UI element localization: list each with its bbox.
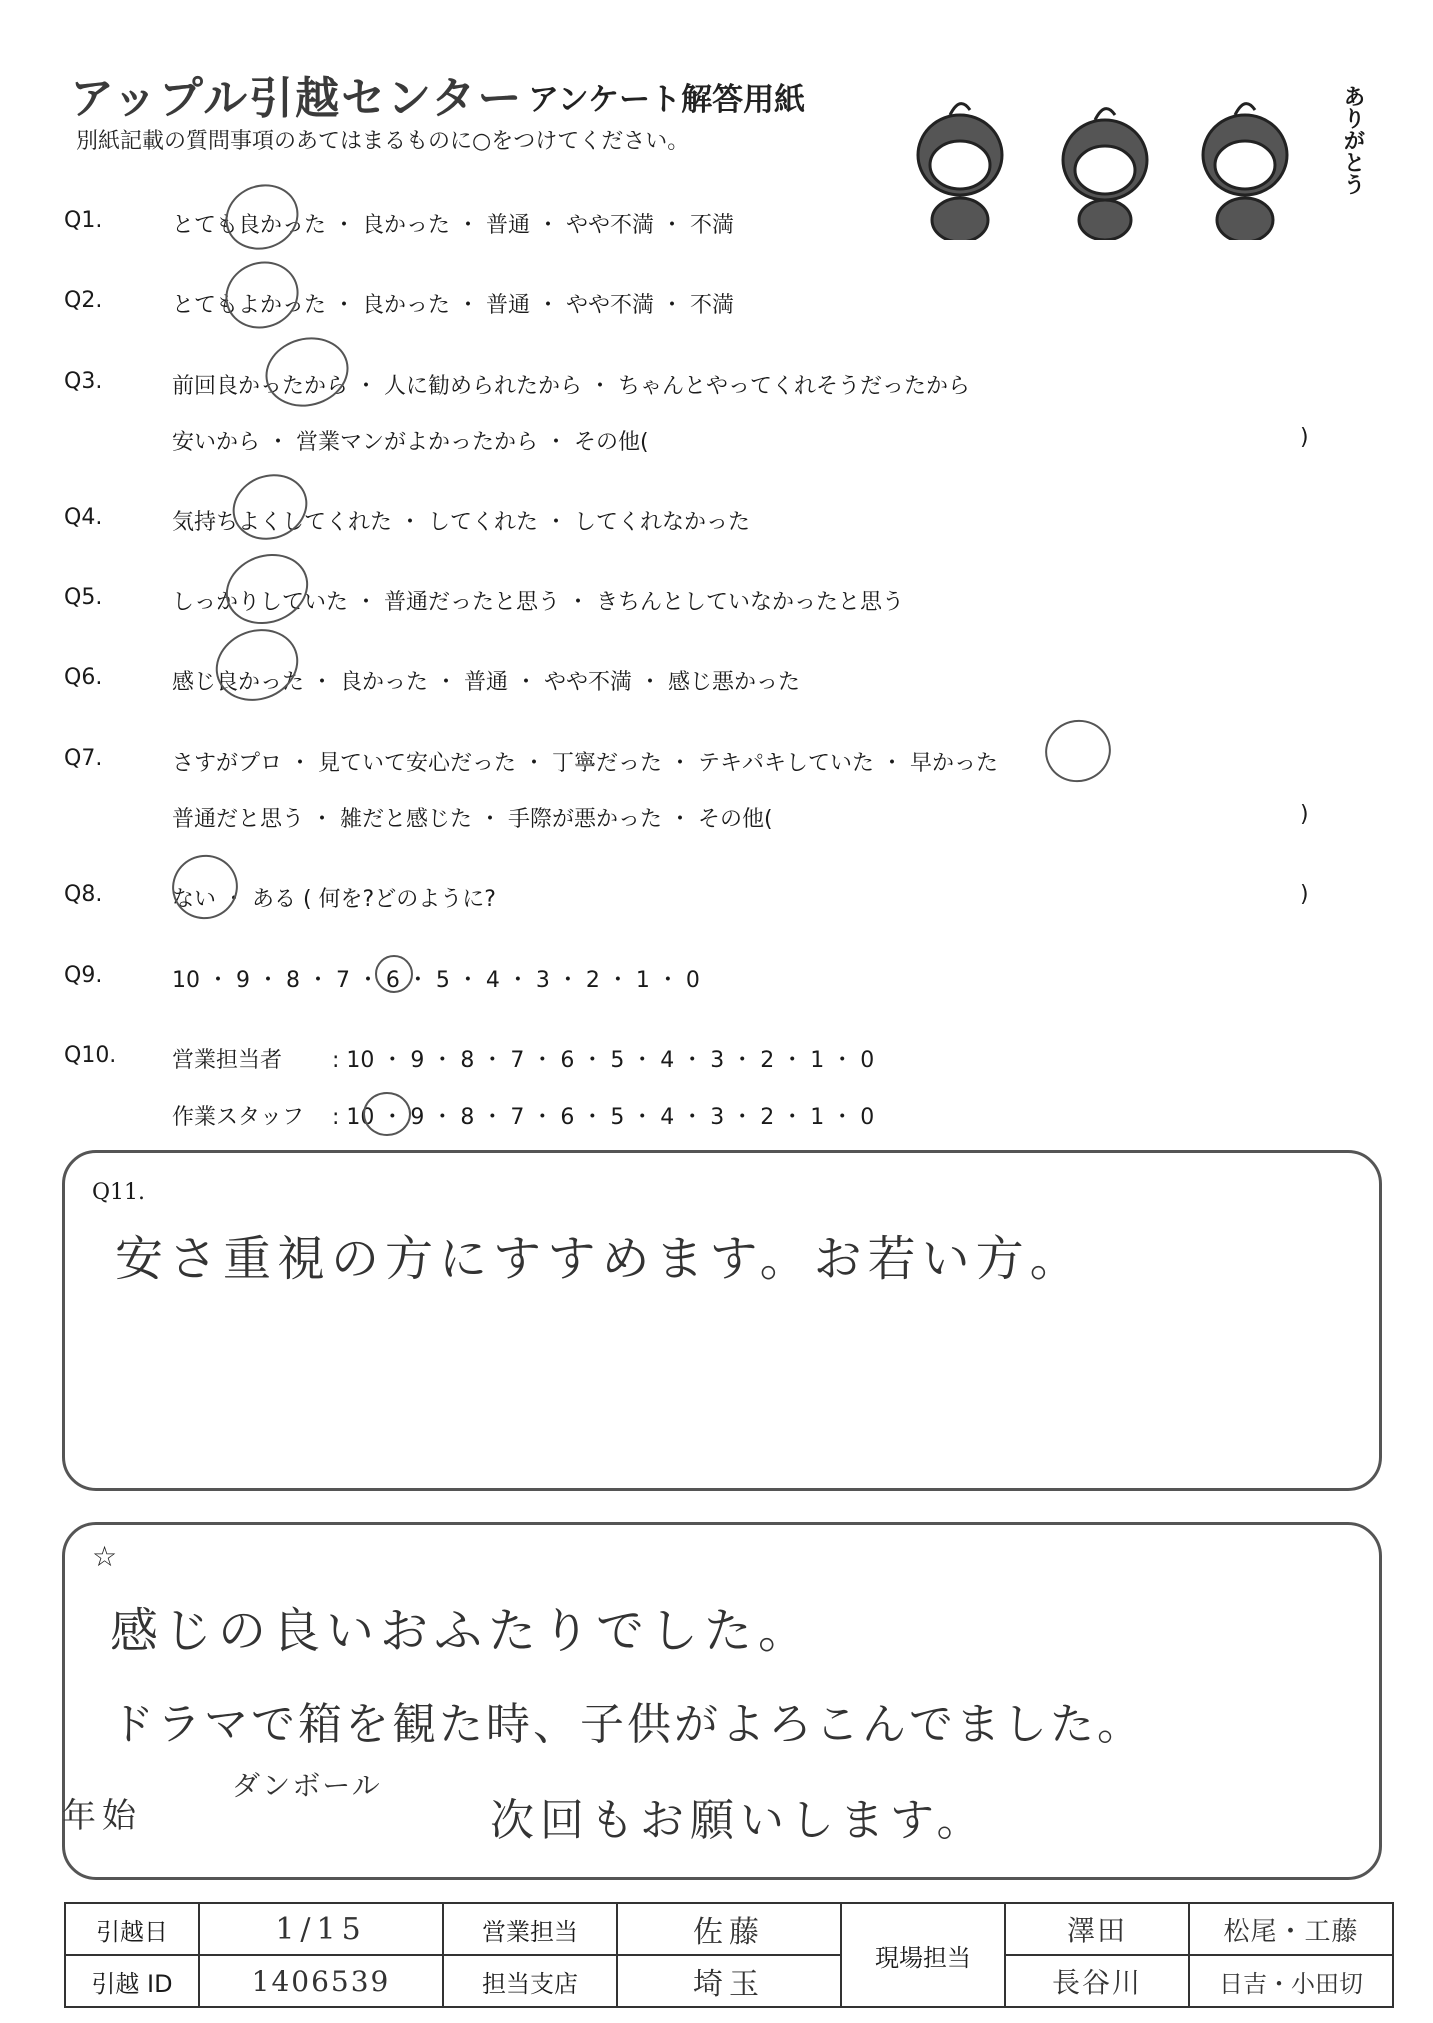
q5-number: Q5. <box>64 585 103 610</box>
q8-paren-close: ) <box>1300 882 1309 907</box>
answer-circle-q5 <box>216 543 318 636</box>
q11-label: Q11. <box>92 1180 146 1205</box>
comment-line-2: ドラマで箱を観た時、子供がよろこんでました。 <box>110 1699 1144 1750</box>
q7-options-line1: さすがプロ ・ 見ていて安心だった ・ 丁寧だった ・ テキパキしていた ・ 早かった <box>172 751 998 776</box>
site-staff-2: 松尾・工藤 <box>1189 1903 1393 1955</box>
branch-label: 担当支店 <box>443 1955 617 2007</box>
brand-title: アップル引越センター <box>70 73 524 124</box>
sales-person-value: 佐藤 <box>617 1903 841 1955</box>
answer-circle-q6 <box>206 618 309 713</box>
q2-options: とてもよかった ・ 良かった ・ 普通 ・ やや不満 ・ 不満 <box>172 293 734 318</box>
q6-options: 感じ良かった ・ 良かった ・ 普通 ・ やや不満 ・ 感じ悪かった <box>172 670 800 695</box>
q9-scale: 10 ・ 9 ・ 8 ・ 7 ・ 6 ・ 5 ・ 4 ・ 3 ・ 2 ・ 1 ・ 0 <box>172 968 700 993</box>
site-label: 現場担当 <box>841 1903 1005 2007</box>
q10-sales-scale: : 10 ・ 9 ・ 8 ・ 7 ・ 6 ・ 5 ・ 4 ・ 3 ・ 2 ・ 1 ・ 0 <box>332 1048 875 1073</box>
mascot-illustration <box>890 70 1360 240</box>
form-subtitle: アンケート解答用紙 <box>528 82 806 118</box>
branch-value: 埼玉 <box>617 1955 841 2007</box>
q10-number: Q10. <box>64 1043 117 1068</box>
site-staff-4: 日吉・小田切 <box>1189 1955 1393 2007</box>
q8-number: Q8. <box>64 882 103 907</box>
q7-paren-close: ) <box>1300 802 1309 827</box>
q10-staff-label: 作業スタッフ <box>172 1105 305 1130</box>
q2-number: Q2. <box>64 288 103 313</box>
comment-line-3: 次回もお願いします。 <box>490 1795 987 1846</box>
comment-note-danboru: ダンボール <box>232 1769 382 1802</box>
q4-options: 気持ちよくしてくれた ・ してくれた ・ してくれなかった <box>172 510 750 535</box>
sales-label: 営業担当 <box>443 1903 617 1955</box>
q10-sales-label: 営業担当者 <box>172 1048 283 1073</box>
move-id-value: 1406539 <box>199 1955 443 2007</box>
q3-number: Q3. <box>64 369 103 394</box>
thanks-text: ありがとう <box>1340 85 1365 195</box>
q10-staff-scale: : 10 ・ 9 ・ 8 ・ 7 ・ 6 ・ 5 ・ 4 ・ 3 ・ 2 ・ 1 ・ 0 <box>332 1105 875 1130</box>
move-id-label: 引越 ID <box>65 1955 199 2007</box>
q5-options: しっかりしていた ・ 普通だったと思う ・ きちんとしていなかったと思う <box>172 590 904 615</box>
answer-circle-q3 <box>258 328 357 415</box>
monkey-icon <box>1063 109 1147 240</box>
answer-circle-q1 <box>216 174 307 259</box>
q3-options-line2: 安いから ・ 営業マンがよかったから ・ その他( <box>172 430 649 455</box>
answer-circle-q7 <box>1038 713 1118 790</box>
site-staff-1: 澤田 <box>1005 1903 1189 1955</box>
q4-number: Q4. <box>64 505 103 530</box>
q11-answer: 安さ重視の方にすすめます。お若い方。 <box>115 1231 1084 1287</box>
q9-number: Q9. <box>64 963 103 988</box>
monkey-icon <box>1203 104 1287 240</box>
footer-table <box>64 1902 1394 2008</box>
answer-circle-q4 <box>223 464 316 550</box>
q3-paren-close: ) <box>1300 425 1309 450</box>
comment-line-1: 感じの良いおふたりでした。 <box>110 1603 813 1659</box>
q7-number: Q7. <box>64 746 103 771</box>
star-icon: ☆ <box>92 1540 118 1573</box>
q7-options-line2: 普通だと思う ・ 雑だと感じた ・ 手際が悪かった ・ その他( <box>172 807 773 832</box>
q8-options: ない ・ ある ( 何を?どのように? <box>172 887 496 912</box>
answer-circle-q8 <box>163 846 247 929</box>
site-staff-3: 長谷川 <box>1005 1955 1189 2007</box>
q11-panel <box>62 1150 1382 1491</box>
answer-circle-q9 <box>375 955 413 993</box>
answer-circle-q10-staff <box>363 1092 411 1136</box>
answer-circle-q2 <box>216 251 308 338</box>
move-date-label: 引越日 <box>65 1903 199 1955</box>
comment-note-nenshi: 年始 <box>62 1796 142 1836</box>
q1-options: とても良かった ・ 良かった ・ 普通 ・ やや不満 ・ 不満 <box>172 213 734 238</box>
q3-options-line1: 前回良かったから ・ 人に勧められたから ・ ちゃんとやってくれそうだったから <box>172 374 970 399</box>
q1-number: Q1. <box>64 208 103 233</box>
move-date-value: 1/15 <box>199 1903 443 1955</box>
q6-number: Q6. <box>64 665 103 690</box>
instruction-text: 別紙記載の質問事項のあてはまるものに○をつけてください。 <box>76 129 690 154</box>
monkey-icon <box>918 104 1002 240</box>
